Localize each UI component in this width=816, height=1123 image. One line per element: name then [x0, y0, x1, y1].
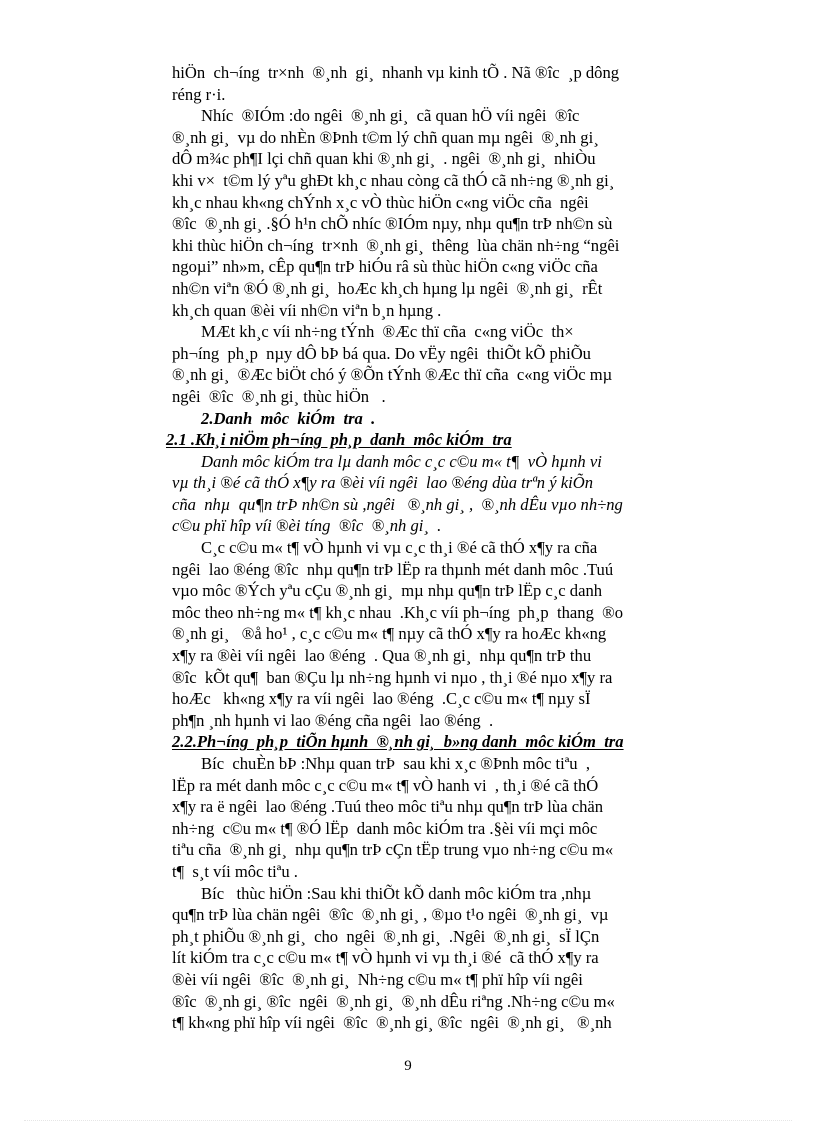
text-line: ®îc ®¸nh gi¸ ®îc ngêi ®¸nh gi¸ ®¸nh dÊu riªng .Nh÷ng c©u m« — [172, 991, 615, 1011]
text-line: lËp ra mét danh môc c¸c c©u m« t¶ vÒ hanh vi , th¸i ®é cã thÓ — [172, 775, 599, 795]
text-line: khi v× t©m lý yªu ghÐt kh¸c nhau còng cã thÓ cã nh÷ng ®¸nh gi¸ — [172, 170, 615, 190]
text-line: ngoµi” nh»m, cÊp qu¶n trÞ hiÓu râ sù thùc hiÖn c«ng viÖc cña — [172, 257, 598, 277]
text-line: vµo môc ®Ých yªu cÇu ®¸nh gi¸ mµ nhµ qu¶n trÞ lËp c¸c danh — [172, 581, 603, 601]
text-line: lít kiÓm tra c¸c c©u m« t¶ vÒ hµnh vi vµ th¸i ®é cã thÓ x¶y ra — [172, 948, 599, 968]
text-line: nh©n viªn ®Ó ®¸nh gi¸ hoÆc kh¸ch hµng lµ ngêi ®¸nh gi¸ rÊt — [172, 278, 603, 298]
text-line: ®èi víi ngêi ®îc ®¸nh gi¸ Nh÷ng c©u m« t¶ phï hîp víi ngêi — [172, 969, 583, 989]
text-line: x¶y ra ë ngêi lao ®éng .Tuú theo môc tiªu nhµ qu¶n trÞ lùa chän — [172, 797, 604, 817]
text-line: réng r·i. — [172, 84, 226, 104]
text-line: vµ th¸i ®é cã thÓ x¶y ra ®èi víi ngêi lao ®éng dùa trªn ý kiÕn — [172, 473, 593, 493]
text-line: x¶y ra ®èi víi ngêi lao ®éng . Qua ®¸nh gi¸ nhµ qu¶n trÞ thu — [172, 646, 592, 666]
text-line: môc theo nh÷ng m« t¶ kh¸c nhau .Kh¸c víi ph¬íng ph¸p thang ®o — [172, 602, 624, 622]
text-line: hiÖn ch¬íng tr×nh ®¸nh gi¸ nhanh vµ kinh tÕ . Nã ®îc ¸p dông — [172, 63, 620, 82]
text-line: ngêi ®îc ®¸nh gi¸ thùc hiÖn . — [172, 386, 386, 406]
text-line: Bíc thùc hiÖn :Sau khi thiÕt kÕ danh môc kiÓm tra ,nhµ — [172, 883, 592, 903]
text-line: Danh môc kiÓm tra lµ danh môc c¸c c©u m« t¶ vÒ hµnh vi — [172, 451, 602, 471]
text-line: ph¬íng ph¸p nµy dÔ bÞ bá qua. Do vËy ngêi thiÕt kÕ phiÕu — [172, 343, 591, 363]
text-line: ph¸t phiÕu ®¸nh gi¸ cho ngêi ®¸nh gi¸ .Ngêi ®¸nh gi¸ sÏ lÇn — [172, 926, 600, 946]
text-line: ®¸nh gi¸ ®Æc biÖt chó ý ®Õn tÝnh ®Æc thï cña c«ng viÖc mµ — [172, 365, 613, 385]
text-line: kh¸c nhau kh«ng chÝnh x¸c vÒ thùc hiÖn c«ng viÖc cña ngêi — [172, 192, 589, 212]
text-line: 2.Danh môc kiÓm tra . — [172, 408, 376, 428]
text-line: hoÆc kh«ng x¶y ra víi ngêi lao ®éng .C¸c c©u m« t¶ nµy sÏ — [172, 689, 591, 709]
footer-divider — [24, 1120, 792, 1121]
page-number: 9 — [404, 1058, 412, 1074]
document-body — [166, 62, 752, 1034]
text-line: ®îc ®¸nh gi¸ .§Ó h¹n chÕ nhíc ®IÓm nµy, nhµ qu¶n trÞ nh©n sù — [172, 214, 613, 234]
text-line: kh¸ch quan ®èi víi nh©n viªn b¸n hµng . — [172, 300, 442, 320]
text-line: Nhíc ®IÓm :do ngêi ®¸nh gi¸ cã quan hÖ víi ngêi ®îc — [172, 106, 580, 126]
text-line: ®¸nh gi¸ vµ do nhÈn ®Þnh t©m lý chñ quan mµ ngêi ®¸nh gi¸ — [172, 127, 599, 147]
text-line: t¶ kh«ng phï hîp víi ngêi ®îc ®¸nh gi¸ ®îc ngêi ®¸nh gi¸ ®¸nh — [172, 1013, 612, 1033]
text-line: dÔ m¾c ph¶I lçi chñ quan khi ®¸nh gi¸ . ngêi ®¸nh gi¸ nhiÒu — [172, 149, 596, 169]
text-line: MÆt kh¸c víi nh÷ng tÝnh ®Æc thï cña c«ng viÖc th× — [172, 322, 574, 342]
text-line: ph¶n ¸nh hµnh vi lao ®éng cña ngêi lao ®éng . — [172, 710, 494, 730]
text-line: 2.1 .Kh¸i niÖm ph¬íng ph¸p danh môc kiÓm tra — [166, 430, 512, 450]
text-line: C¸c c©u m« t¶ vÒ hµnh vi vµ c¸c th¸i ®é cã thÓ x¶y ra cña — [172, 538, 598, 558]
text-line: tiªu cña ®¸nh gi¸ nhµ qu¶n trÞ cÇn tËp trung vµo nh÷ng c©u m« — [172, 840, 614, 860]
text-line: cña nhµ qu¶n trÞ nh©n sù ,ngêi ®¸nh gi¸ , ®¸nh dÊu vµo nh÷ng — [172, 494, 623, 514]
text-line: ngêi lao ®éng ®îc nhµ qu¶n trÞ lËp ra thµnh mét danh môc .Tuú — [172, 559, 614, 579]
text-line: c©u phï hîp víi ®èi tíng ®îc ®¸nh gi¸ . — [172, 516, 442, 536]
text-line: ®îc kÕt qu¶ ban ®Çu lµ nh÷ng hµnh vi nµo , th¸i ®é nµo x¶y ra — [172, 667, 613, 687]
text-line: nh÷ng c©u m« t¶ ®Ó lËp danh môc kiÓm tra .§èi víi mçi môc — [172, 818, 598, 838]
text-line: Bíc chuÈn bÞ :Nhµ quan trÞ sau khi x¸c ®Þnh môc tiªu , — [172, 754, 591, 773]
text-line: 2.2.Ph¬íng ph¸p tiÕn hµnh ®¸nh gi¸ b»ng danh môc kiÓm tra — [172, 732, 624, 752]
text-line: khi thùc hiÖn ch¬íng tr×nh ®¸nh gi¸ thêng lùa chän nh÷ng “ngêi — [172, 235, 620, 255]
text-line: ®¸nh gi¸ ®å ho¹ , c¸c c©u m« t¶ nµy cã thÓ x¶y ra hoÆc kh«ng — [172, 624, 607, 644]
text-line: t¶ s¸t víi môc tiªu . — [172, 861, 298, 881]
text-line: qu¶n trÞ lùa chän ngêi ®îc ®¸nh gi¸ , ®µo t¹o ngêi ®¸nh gi¸ vµ — [172, 905, 609, 925]
